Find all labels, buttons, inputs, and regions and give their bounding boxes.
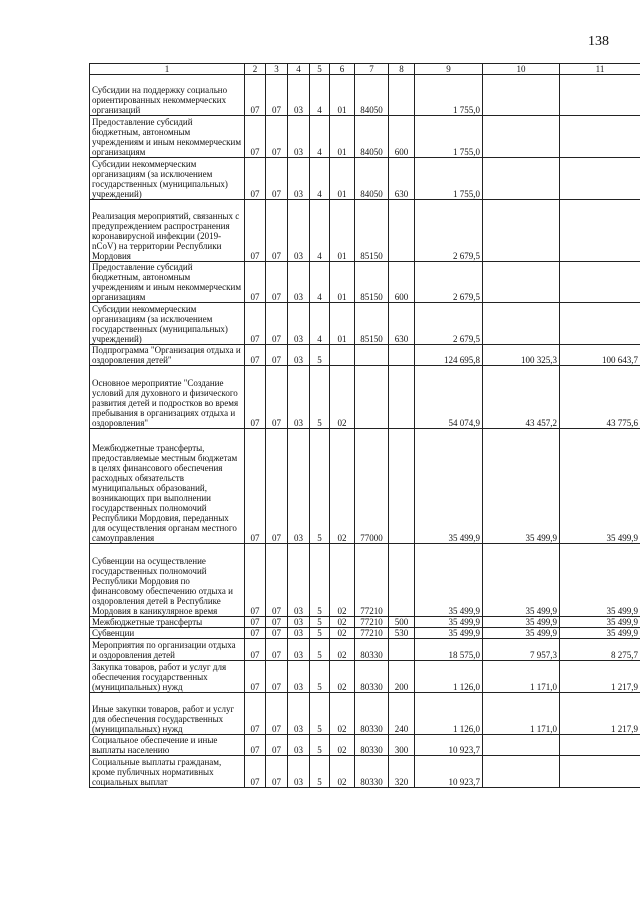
code-cell: 03 [288, 429, 310, 544]
row-name: Субсидии на поддержку социально ориентированных некоммерческих организаций [90, 75, 245, 116]
row-name: Предоставление субсидий бюджетным, автономным учреждениям и иным некоммерческим организациям [90, 116, 245, 158]
table-row [90, 303, 640, 345]
code-cell: 80330 [355, 661, 389, 693]
amount-cell [483, 200, 560, 262]
amount-cell [560, 735, 640, 756]
amount-cell: 1 217,9 [560, 693, 640, 735]
table-row [90, 544, 640, 617]
code-cell: 80330 [355, 639, 389, 661]
code-cell: 4 [310, 262, 330, 303]
amount-cell: 35 499,9 [560, 429, 640, 544]
code-cell: 02 [330, 429, 355, 544]
code-cell: 240 [389, 693, 415, 735]
amount-cell: 1 755,0 [415, 75, 483, 116]
code-cell: 02 [330, 628, 355, 639]
code-cell: 07 [245, 639, 266, 661]
code-cell: 07 [245, 617, 266, 628]
code-cell: 07 [266, 639, 288, 661]
amount-cell: 35 499,9 [560, 617, 640, 628]
code-cell: 77210 [355, 628, 389, 639]
code-cell: 03 [288, 75, 310, 116]
code-cell: 07 [245, 158, 266, 200]
code-cell: 07 [266, 75, 288, 116]
code-cell: 03 [288, 693, 310, 735]
header-cell: 2 [245, 64, 266, 75]
table-row [90, 345, 640, 366]
code-cell: 07 [245, 756, 266, 788]
code-cell: 5 [310, 366, 330, 429]
code-cell: 03 [288, 639, 310, 661]
code-cell: 03 [288, 158, 310, 200]
code-cell: 07 [245, 693, 266, 735]
code-cell: 5 [310, 639, 330, 661]
code-cell: 530 [389, 628, 415, 639]
amount-cell: 7 957,3 [483, 639, 560, 661]
code-cell: 07 [245, 262, 266, 303]
code-cell: 01 [330, 116, 355, 158]
code-cell: 02 [330, 661, 355, 693]
row-name: Межбюджетные трансферты [90, 617, 245, 628]
amount-cell: 1 217,9 [560, 661, 640, 693]
code-cell: 01 [330, 75, 355, 116]
code-cell [389, 429, 415, 544]
amount-cell: 35 499,9 [483, 429, 560, 544]
header-cell: 1 [90, 64, 245, 75]
code-cell: 02 [330, 693, 355, 735]
code-cell: 5 [310, 756, 330, 788]
amount-cell: 100 643,7 [560, 345, 640, 366]
code-cell: 07 [266, 429, 288, 544]
code-cell: 07 [245, 345, 266, 366]
row-name: Субвенции на осуществление государственных полномочий Республики Мордовия по финансовому обеспечению отдыха и оздоровления детей в Республике Мордовия в каникулярное время [90, 544, 245, 617]
code-cell: 84050 [355, 158, 389, 200]
code-cell: 07 [266, 661, 288, 693]
table-row [90, 429, 640, 544]
table-row [90, 158, 640, 200]
row-name: Основное мероприятие "Создание условий для духовного и физического развития детей и подростков во время пребывания в организациях отдыха и оздоровления" [90, 366, 245, 429]
code-cell: 630 [389, 303, 415, 345]
code-cell: 07 [266, 116, 288, 158]
code-cell: 07 [266, 735, 288, 756]
row-name: Субсидии некоммерческим организациям (за исключением государственных (муниципальных) учреждений) [90, 158, 245, 200]
code-cell: 07 [266, 617, 288, 628]
code-cell: 4 [310, 158, 330, 200]
amount-cell: 100 325,3 [483, 345, 560, 366]
amount-cell [560, 116, 640, 158]
row-name: Закупка товаров, работ и услуг для обеспечения государственных (муниципальных) нужд [90, 661, 245, 693]
table-row [90, 756, 640, 788]
amount-cell: 1 126,0 [415, 661, 483, 693]
table-row [90, 628, 640, 639]
amount-cell [483, 303, 560, 345]
code-cell: 80330 [355, 735, 389, 756]
code-cell: 85150 [355, 262, 389, 303]
amount-cell [560, 262, 640, 303]
amount-cell [483, 75, 560, 116]
row-name: Предоставление субсидий бюджетным, автономным учреждениям и иным некоммерческим организациям [90, 262, 245, 303]
amount-cell: 18 575,0 [415, 639, 483, 661]
code-cell: 5 [310, 735, 330, 756]
code-cell: 07 [266, 345, 288, 366]
amount-cell [560, 303, 640, 345]
code-cell: 03 [288, 345, 310, 366]
table-row [90, 661, 640, 693]
code-cell: 5 [310, 429, 330, 544]
table-row [90, 75, 640, 116]
code-cell: 200 [389, 661, 415, 693]
code-cell: 80330 [355, 756, 389, 788]
table-row [90, 200, 640, 262]
amount-cell [560, 756, 640, 788]
header-cell: 6 [330, 64, 355, 75]
code-cell: 07 [245, 75, 266, 116]
code-cell: 03 [288, 303, 310, 345]
amount-cell: 1 755,0 [415, 158, 483, 200]
code-cell: 02 [330, 617, 355, 628]
code-cell: 02 [330, 366, 355, 429]
amount-cell [483, 756, 560, 788]
code-cell: 03 [288, 617, 310, 628]
header-cell: 11 [560, 64, 640, 75]
amount-cell: 10 923,7 [415, 735, 483, 756]
code-cell: 85150 [355, 303, 389, 345]
code-cell: 5 [310, 661, 330, 693]
budget-table [89, 63, 640, 788]
header-cell: 7 [355, 64, 389, 75]
table-row [90, 617, 640, 628]
code-cell [389, 200, 415, 262]
row-name: Субвенции [90, 628, 245, 639]
code-cell: 07 [266, 628, 288, 639]
code-cell: 07 [266, 366, 288, 429]
code-cell [330, 345, 355, 366]
code-cell: 03 [288, 628, 310, 639]
code-cell: 07 [245, 544, 266, 617]
code-cell: 03 [288, 756, 310, 788]
amount-cell: 1 126,0 [415, 693, 483, 735]
amount-cell: 124 695,8 [415, 345, 483, 366]
code-cell: 300 [389, 735, 415, 756]
amount-cell: 35 499,9 [415, 617, 483, 628]
amount-cell: 35 499,9 [415, 544, 483, 617]
code-cell: 07 [245, 735, 266, 756]
code-cell: 07 [245, 303, 266, 345]
code-cell: 01 [330, 158, 355, 200]
code-cell: 630 [389, 158, 415, 200]
row-name: Субсидии некоммерческим организациям (за исключением государственных (муниципальных) учреждений) [90, 303, 245, 345]
code-cell: 84050 [355, 116, 389, 158]
row-name: Социальные выплаты гражданам, кроме публичных нормативных социальных выплат [90, 756, 245, 788]
code-cell: 07 [245, 661, 266, 693]
code-cell: 03 [288, 366, 310, 429]
code-cell: 01 [330, 262, 355, 303]
amount-cell: 10 923,7 [415, 756, 483, 788]
row-name: Иные закупки товаров, работ и услуг для обеспечения государственных (муниципальных) нужд [90, 693, 245, 735]
code-cell [389, 366, 415, 429]
code-cell: 07 [266, 544, 288, 617]
code-cell: 07 [245, 429, 266, 544]
code-cell: 600 [389, 262, 415, 303]
code-cell: 03 [288, 735, 310, 756]
table-row [90, 262, 640, 303]
amount-cell: 35 499,9 [560, 544, 640, 617]
code-cell: 320 [389, 756, 415, 788]
amount-cell: 1 171,0 [483, 661, 560, 693]
amount-cell: 2 679,5 [415, 200, 483, 262]
table-row [90, 693, 640, 735]
header-cell: 5 [310, 64, 330, 75]
code-cell: 03 [288, 661, 310, 693]
code-cell: 5 [310, 617, 330, 628]
code-cell: 07 [266, 158, 288, 200]
amount-cell: 54 074,9 [415, 366, 483, 429]
amount-cell [560, 75, 640, 116]
code-cell: 500 [389, 617, 415, 628]
header-row [90, 64, 640, 75]
code-cell: 03 [288, 262, 310, 303]
code-cell: 02 [330, 639, 355, 661]
code-cell: 03 [288, 116, 310, 158]
code-cell: 02 [330, 735, 355, 756]
code-cell: 4 [310, 200, 330, 262]
amount-cell [560, 200, 640, 262]
code-cell: 77210 [355, 544, 389, 617]
amount-cell: 35 499,9 [483, 617, 560, 628]
amount-cell: 43 775,6 [560, 366, 640, 429]
code-cell: 02 [330, 756, 355, 788]
code-cell: 600 [389, 116, 415, 158]
row-name: Мероприятия по организации отдыха и оздоровления детей [90, 639, 245, 661]
amount-cell: 1 755,0 [415, 116, 483, 158]
code-cell [355, 366, 389, 429]
code-cell: 01 [330, 200, 355, 262]
row-name: Межбюджетные трансферты, предоставляемые местным бюджетам в целях финансового обеспечения расходных обязательств муниципальных образований, возникающих при выполнении государственных полномочий Республики Мордовия, переданных для осуществления органам местного самоуправления [90, 429, 245, 544]
amount-cell: 8 275,7 [560, 639, 640, 661]
code-cell: 07 [245, 366, 266, 429]
code-cell: 4 [310, 116, 330, 158]
amount-cell: 35 499,9 [560, 628, 640, 639]
amount-cell [483, 735, 560, 756]
row-name: Подпрограмма "Организация отдыха и оздоровления детей" [90, 345, 245, 366]
code-cell: 80330 [355, 693, 389, 735]
code-cell: 07 [266, 303, 288, 345]
code-cell: 07 [245, 200, 266, 262]
code-cell: 5 [310, 544, 330, 617]
amount-cell: 35 499,9 [415, 429, 483, 544]
code-cell: 4 [310, 303, 330, 345]
table-row [90, 366, 640, 429]
code-cell: 4 [310, 75, 330, 116]
amount-cell: 2 679,5 [415, 262, 483, 303]
code-cell: 5 [310, 345, 330, 366]
code-cell: 07 [266, 262, 288, 303]
table-row [90, 735, 640, 756]
code-cell: 07 [266, 200, 288, 262]
amount-cell: 35 499,9 [483, 544, 560, 617]
code-cell: 84050 [355, 75, 389, 116]
amount-cell: 35 499,9 [415, 628, 483, 639]
amount-cell: 2 679,5 [415, 303, 483, 345]
code-cell: 07 [266, 756, 288, 788]
code-cell: 07 [245, 628, 266, 639]
code-cell [389, 639, 415, 661]
amount-cell: 1 171,0 [483, 693, 560, 735]
code-cell: 77000 [355, 429, 389, 544]
code-cell: 03 [288, 200, 310, 262]
header-cell: 4 [288, 64, 310, 75]
code-cell [389, 75, 415, 116]
code-cell [355, 345, 389, 366]
header-cell: 10 [483, 64, 560, 75]
code-cell: 77210 [355, 617, 389, 628]
amount-cell [560, 158, 640, 200]
code-cell: 07 [266, 693, 288, 735]
code-cell: 03 [288, 544, 310, 617]
code-cell: 02 [330, 544, 355, 617]
table-row [90, 116, 640, 158]
code-cell: 5 [310, 693, 330, 735]
code-cell [389, 544, 415, 617]
amount-cell: 43 457,2 [483, 366, 560, 429]
header-cell: 3 [266, 64, 288, 75]
amount-cell: 35 499,9 [483, 628, 560, 639]
row-name: Реализация мероприятий, связанных с предупреждением распространения коронавирусной инфекции (2019-nCoV) на территории Республики Мордовия [90, 200, 245, 262]
amount-cell [483, 262, 560, 303]
code-cell: 01 [330, 303, 355, 345]
header-cell: 9 [415, 64, 483, 75]
code-cell: 5 [310, 628, 330, 639]
header-cell: 8 [389, 64, 415, 75]
code-cell [389, 345, 415, 366]
row-name: Социальное обеспечение и иные выплаты населению [90, 735, 245, 756]
table-row [90, 639, 640, 661]
amount-cell [483, 158, 560, 200]
code-cell: 07 [245, 116, 266, 158]
page-number: 138 [588, 34, 609, 49]
amount-cell [483, 116, 560, 158]
code-cell: 85150 [355, 200, 389, 262]
